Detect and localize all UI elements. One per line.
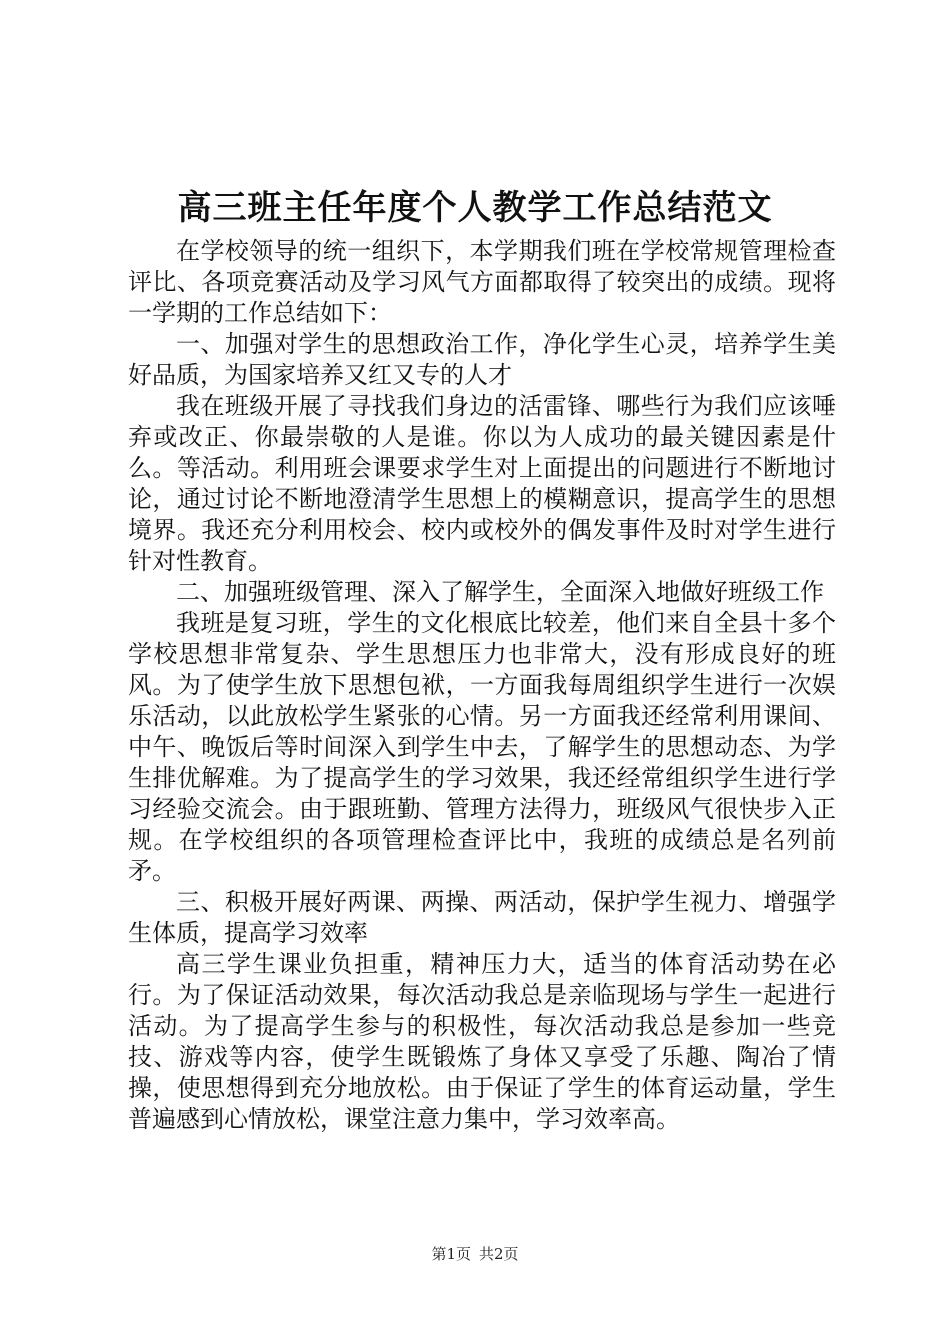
document-body <box>128 236 836 1135</box>
paragraph-section-1: 我在班级开展了寻找我们身边的活雷锋、哪些行为我们应该唾弃或改正、你最崇敬的人是谁。你以为人成功的最关键因素是什么。等活动。利用班会课要求学生对上面提出的问题进行不断地讨论，通过讨论不断地澄清学生思想上的模糊意识，提高学生的思想境界。我还充分利用校会、校内或校外的偶发事件及时对学生进行针对性教育。 <box>128 392 836 575</box>
page-footer <box>0 1244 950 1264</box>
section-heading-2: 二、加强班级管理、深入了解学生，全面深入地做好班级工作 <box>176 578 824 606</box>
paragraph-intro: 在学校领导的统一组织下，本学期我们班在学校常规管理检查评比、各项竞赛活动及学习风气方面都取得了较突出的成绩。现将一学期的工作总结如下： <box>128 237 836 327</box>
section-heading-1: 一、加强对学生的思想政治工作，净化学生心灵，培养学生美好品质，为国家培养又红又专的人才 <box>128 330 836 389</box>
document-title: 高三班主任年度个人教学工作总结范文 <box>177 188 773 228</box>
page-number-current: 第1页 <box>431 1245 471 1263</box>
paragraph-section-3: 高三学生课业负担重，精神压力大，适当的体育活动势在必行。为了保证活动效果，每次活动我总是亲临现场与学生一起进行活动。为了提高学生参与的积极性，每次活动我总是参加一些竞技、游戏等内容，使学生既锻炼了身体又享受了乐趣、陶冶了情操，使思想得到充分地放松。由于保证了学生的体育运动量，学生普遍感到心情放松，课堂注意力集中，学习效率高。 <box>128 950 836 1133</box>
page-number-total: 共2页 <box>479 1245 519 1263</box>
paragraph-section-2: 我班是复习班，学生的文化根底比较差，他们来自全县十多个学校思想非常复杂、学生思想压力也非常大，没有形成良好的班风。为了使学生放下思想包袱，一方面我每周组织学生进行一次娱乐活动，以此放松学生紧张的心情。另一方面我还经常利用课间、中午、晚饭后等时间深入到学生中去，了解学生的思想动态、为学生排优解难。为了提高学生的学习效果，我还经常组织学生进行学习经验交流会。由于跟班勤、管理方法得力，班级风气很快步入正规。在学校组织的各项管理检查评比中，我班的成绩总是名列前矛。 <box>128 609 836 885</box>
section-heading-3: 三、积极开展好两课、两操、两活动，保护学生视力、增强学生体质，提高学习效率 <box>128 888 836 947</box>
